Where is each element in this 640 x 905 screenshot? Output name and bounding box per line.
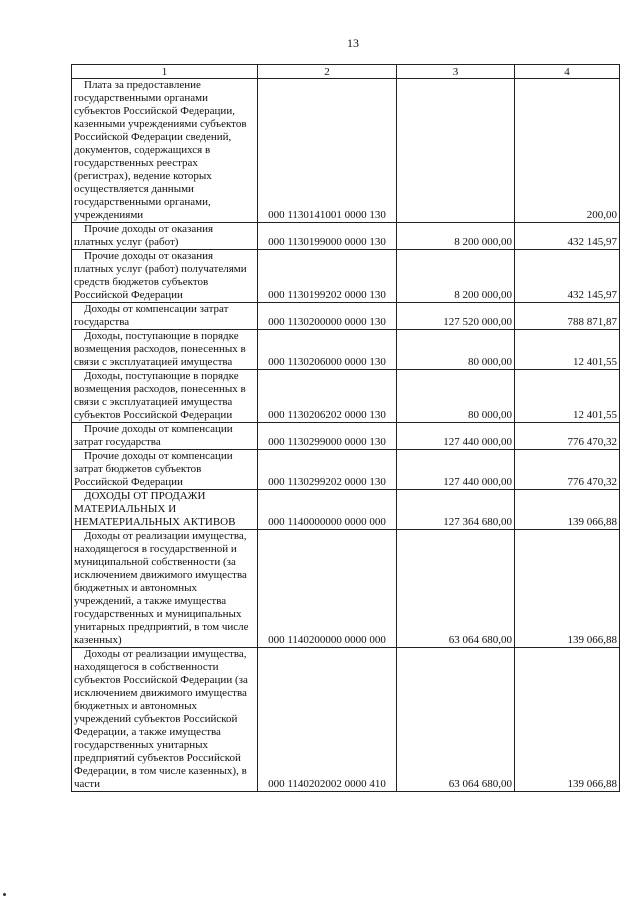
row-plan: 127 520 000,00 [397,303,515,330]
row-name-cell [72,79,258,223]
row-plan: 63 064 680,00 [397,530,515,648]
row-name: Доходы, поступающие в порядке возмещения расходов, понесенных в связи с эксплуатацией имущества [74,330,246,368]
row-plan: 80 000,00 [397,370,515,423]
row-code: 000 1130199202 0000 130 [258,250,397,303]
table-row [72,303,620,330]
row-code: 000 1130299202 0000 130 [258,450,397,490]
row-plan: 127 440 000,00 [397,450,515,490]
row-code: 000 1140200000 0000 000 [258,530,397,648]
row-plan: 127 364 680,00 [397,490,515,530]
table-row [72,223,620,250]
row-name-cell [72,250,258,303]
table-row [72,450,620,490]
row-plan [397,79,515,223]
row-name-cell [72,530,258,648]
row-name-cell [72,370,258,423]
row-actual: 200,00 [515,79,620,223]
row-name: Прочие доходы от компенсации затрат государства [74,423,233,448]
row-name: Плата за предоставление государственными органами субъектов Российской Федерации, казенными учреждениями субъектов Российской Федерации сведений, документов, содержащихся в государственных реестрах (регистрах), ведение которых осуществляется данными государственными органами, учреждениями [74,79,247,221]
row-code: 000 1130206000 0000 130 [258,330,397,370]
column-header-2: 2 [258,65,397,79]
row-actual: 12 401,55 [515,370,620,423]
row-name: Доходы от реализации имущества, находящегося в государственной и муниципальной собственности (за исключением движимого имущества бюджетных и автономных учреждений, а также имущества государственных и муниципальных унитарных предприятий, в том числе казенных) [74,530,249,646]
row-plan: 8 200 000,00 [397,250,515,303]
page-number: 13 [347,36,359,50]
row-name: ДОХОДЫ ОТ ПРОДАЖИ МАТЕРИАЛЬНЫХ И НЕМАТЕРИАЛЬНЫХ АКТИВОВ [74,490,236,528]
table-row [72,370,620,423]
row-plan: 8 200 000,00 [397,223,515,250]
row-name-cell [72,450,258,490]
table-row [72,79,620,223]
row-code: 000 1130200000 0000 130 [258,303,397,330]
table-row [72,648,620,792]
row-plan: 127 440 000,00 [397,423,515,450]
row-code: 000 1130299000 0000 130 [258,423,397,450]
row-name-cell [72,648,258,792]
row-name-cell [72,490,258,530]
row-name: Прочие доходы от компенсации затрат бюджетов субъектов Российской Федерации [74,450,233,488]
table-row [72,530,620,648]
row-name: Доходы от реализации имущества, находящегося в собственности субъектов Российской Федерации (за исключением движимого имущества бюджетных и автономных учреждений субъектов Российской Федерации, а также имущества государственных унитарных предприятий субъектов Российской Федерации, в том числе казенных), в части [74,648,248,790]
row-name: Доходы, поступающие в порядке возмещения расходов, понесенных в связи с эксплуатацией имущества субъектов Российской Федерации [74,370,246,421]
scan-speck [3,893,6,896]
table-header-row [72,65,620,79]
row-code: 000 1140000000 0000 000 [258,490,397,530]
row-name-cell [72,330,258,370]
column-header-4: 4 [515,65,620,79]
row-actual: 12 401,55 [515,330,620,370]
column-header-1: 1 [72,65,258,79]
row-name-cell [72,423,258,450]
budget-revenue-table [71,64,620,792]
row-actual: 432 145,97 [515,250,620,303]
row-plan: 80 000,00 [397,330,515,370]
row-actual: 776 470,32 [515,450,620,490]
row-actual: 788 871,87 [515,303,620,330]
row-actual: 432 145,97 [515,223,620,250]
row-code: 000 1130206202 0000 130 [258,370,397,423]
row-actual: 139 066,88 [515,530,620,648]
row-actual: 139 066,88 [515,490,620,530]
row-actual: 139 066,88 [515,648,620,792]
table-row [72,490,620,530]
row-code: 000 1130141001 0000 130 [258,79,397,223]
row-name-cell [72,223,258,250]
row-name: Прочие доходы от оказания платных услуг (работ) [74,223,214,248]
row-actual: 776 470,32 [515,423,620,450]
row-plan: 63 064 680,00 [397,648,515,792]
column-header-3: 3 [397,65,515,79]
row-code: 000 1140202002 0000 410 [258,648,397,792]
row-name: Доходы от компенсации затрат государства [74,303,229,328]
table-row [72,250,620,303]
table-row [72,423,620,450]
row-code: 000 1130199000 0000 130 [258,223,397,250]
table-row [72,330,620,370]
row-name-cell [72,303,258,330]
row-name: Прочие доходы от оказания платных услуг (работ) получателями средств бюджетов субъектов Российской Федерации [74,250,247,301]
